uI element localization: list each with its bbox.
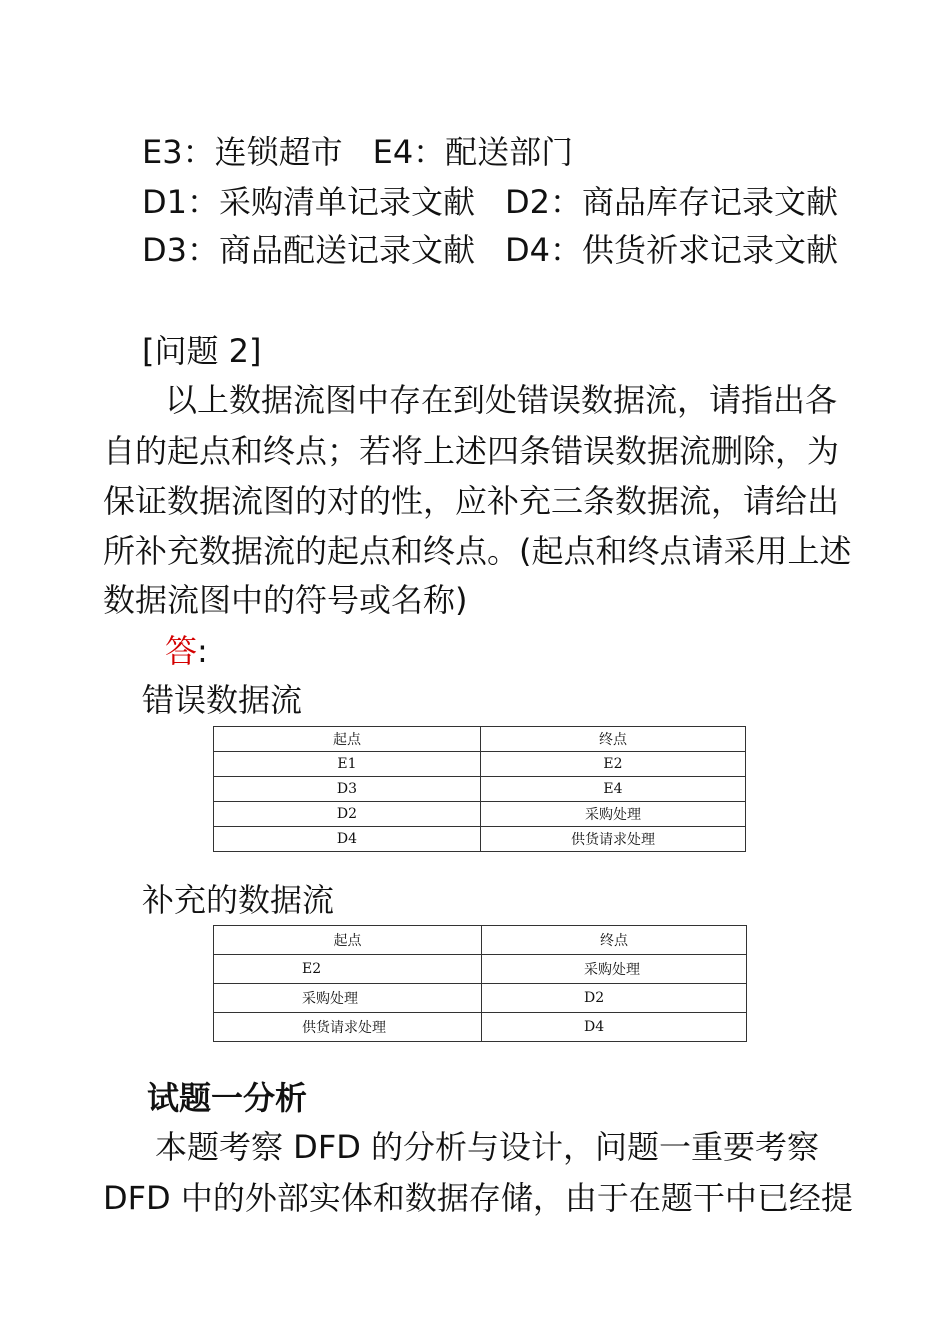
answer-colon: : (197, 632, 208, 670)
table-header-row (214, 727, 746, 752)
table-header-cell: 起点 (214, 727, 481, 752)
legend-entry: D1：采购清单记录文献 (142, 183, 476, 221)
analysis-line: 本题考察 DFD 的分析与设计，问题一重要考察 (155, 1128, 820, 1166)
table-row (214, 752, 746, 777)
added-flows-title: 补充的数据流 (142, 881, 335, 919)
legend-entry: D4：供货祈求记录文献 (505, 231, 839, 269)
table-row (214, 827, 746, 852)
table-row (214, 777, 746, 802)
analysis-heading: 试题一分析 (147, 1079, 308, 1117)
legend-line-3 (142, 230, 838, 270)
table-header-row (214, 926, 747, 955)
table-row (214, 955, 747, 984)
question-line: 保证数据流图的对的性，应补充三条数据流，请给出 (103, 482, 840, 520)
table-cell: 供货请求处理 (481, 827, 746, 852)
table-cell: E1 (214, 752, 481, 777)
table-cell: D2 (214, 802, 481, 827)
answer-label-text: 答 (165, 632, 198, 670)
added-flows-table (213, 925, 747, 1042)
table-cell: 采购处理 (481, 802, 746, 827)
table-cell: E4 (481, 777, 746, 802)
wrong-flows-title: 错误数据流 (142, 681, 303, 719)
table-cell: D4 (214, 827, 481, 852)
wrong-flows-table (213, 726, 746, 852)
question-line: 数据流图中的符号或名称) (103, 581, 468, 619)
answer-label (165, 631, 208, 671)
table-header-cell: 终点 (482, 926, 747, 955)
table-cell: E2 (481, 752, 746, 777)
table-cell: 供货请求处理 (214, 1013, 482, 1042)
legend-entry: D2：商品库存记录文献 (505, 183, 839, 221)
legend-entry: E4：配送部门 (372, 133, 574, 171)
legend-entry: D3：商品配送记录文献 (142, 231, 476, 269)
legend-line-1 (142, 132, 573, 172)
table-cell: D4 (482, 1013, 747, 1042)
question-line: 自的起点和终点；若将上述四条错误数据流删除，为 (103, 432, 840, 470)
table-cell: 采购处理 (482, 955, 747, 984)
table-cell: D2 (482, 984, 747, 1013)
question-line: 所补充数据流的起点和终点。(起点和终点请采用上述 (103, 532, 852, 570)
table-cell: D3 (214, 777, 481, 802)
table-header-cell: 起点 (214, 926, 482, 955)
table-row (214, 1013, 747, 1042)
question-line: 以上数据流图中存在到处错误数据流，请指出各 (165, 381, 838, 419)
table-cell: E2 (214, 955, 482, 984)
table-cell: 采购处理 (214, 984, 482, 1013)
question-heading: [问题 2] (142, 332, 262, 370)
legend-entry: E3：连锁超市 (142, 133, 343, 171)
table-row (214, 802, 746, 827)
legend-line-2 (142, 182, 838, 222)
analysis-line: DFD 中的外部实体和数据存储，由于在题干中已经提 (103, 1179, 853, 1217)
table-header-cell: 终点 (481, 727, 746, 752)
table-row (214, 984, 747, 1013)
